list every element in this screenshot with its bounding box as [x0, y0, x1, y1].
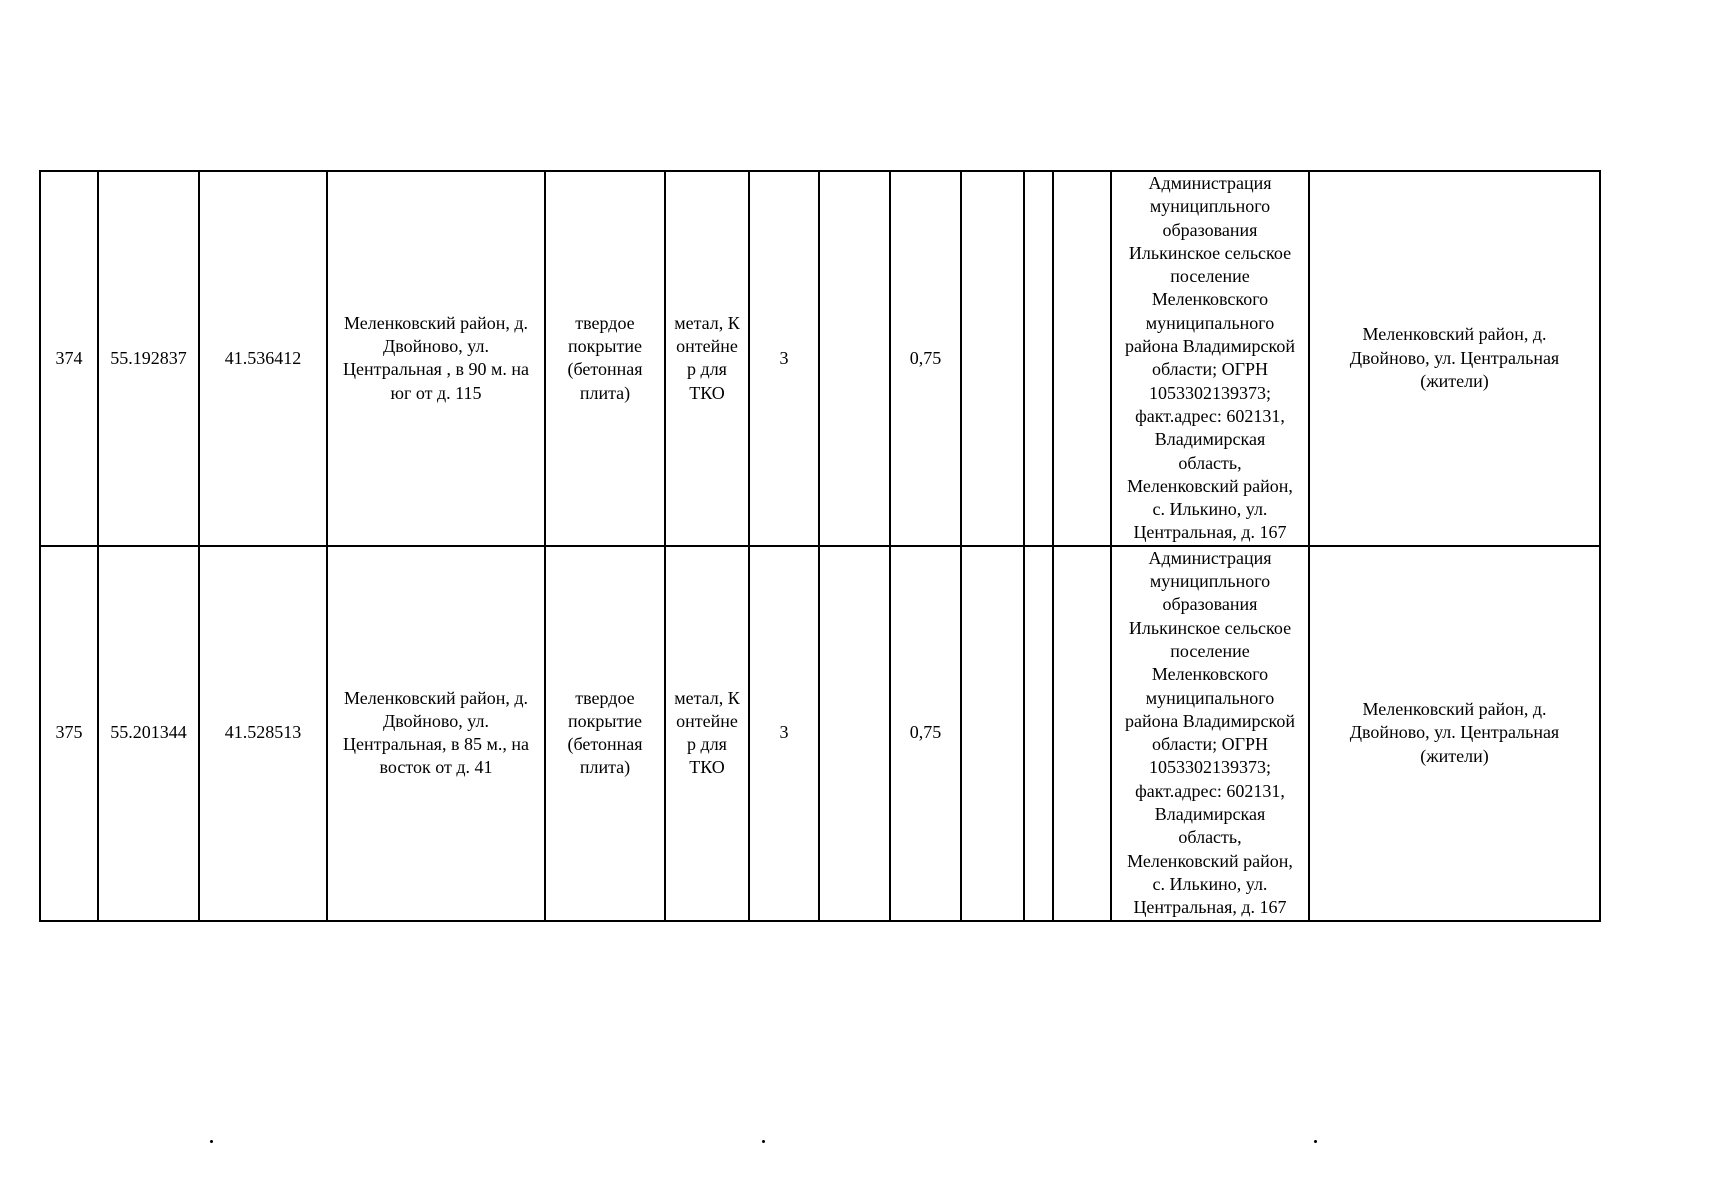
location-cell: Меленковский район, д. Двойново, ул. Центральная, в 85 м., на восток от д. 41	[327, 546, 545, 921]
longitude-cell: 41.528513	[199, 546, 327, 921]
waste-source-cell: Меленковский район, д. Двойново, ул. Центральная (жители)	[1309, 171, 1600, 546]
empty-cell-11	[1024, 171, 1053, 546]
container-volume-cell: 0,75	[890, 546, 961, 921]
table-row	[40, 171, 1600, 546]
location-cell: Меленковский район, д. Двойново, ул. Центральная , в 90 м. на юг от д. 115	[327, 171, 545, 546]
latitude-cell: 55.192837	[98, 171, 199, 546]
row-number-cell: 375	[40, 546, 98, 921]
container-count-cell: 3	[749, 546, 819, 921]
scan-speck	[210, 1140, 213, 1143]
container-volume-cell: 0,75	[890, 171, 961, 546]
longitude-cell: 41.536412	[199, 171, 327, 546]
empty-cell-8	[819, 171, 890, 546]
owner-cell: Администрация муниципльного образования Илькинское сельское поселение Меленковского муниципального района Владимирской области; ОГРН 1053302139373; факт.адрес: 602131, Владимирская область, Меленковский район, с. Илькино, ул. Центральная, д. 167	[1111, 546, 1309, 921]
scan-speck	[1314, 1140, 1317, 1143]
container-type-cell: метал, К онтейне р для ТКО	[665, 546, 749, 921]
scan-speck	[762, 1140, 765, 1143]
container-type-cell: метал, К онтейне р для ТКО	[665, 171, 749, 546]
container-count-cell: 3	[749, 171, 819, 546]
empty-cell-10	[961, 171, 1024, 546]
latitude-cell: 55.201344	[98, 546, 199, 921]
empty-cell-12	[1053, 171, 1111, 546]
surface-cell: твердое покрытие (бетонная плита)	[545, 546, 665, 921]
empty-cell-8	[819, 546, 890, 921]
surface-cell: твердое покрытие (бетонная плита)	[545, 171, 665, 546]
empty-cell-10	[961, 546, 1024, 921]
empty-cell-11	[1024, 546, 1053, 921]
empty-cell-12	[1053, 546, 1111, 921]
waste-sites-table	[39, 170, 1601, 922]
table-row	[40, 546, 1600, 921]
owner-cell: Администрация муниципльного образования Илькинское сельское поселение Меленковского муниципального района Владимирской области; ОГРН 1053302139373; факт.адрес: 602131, Владимирская область, Меленковский район, с. Илькино, ул. Центральная, д. 167	[1111, 171, 1309, 546]
waste-source-cell: Меленковский район, д. Двойново, ул. Центральная (жители)	[1309, 546, 1600, 921]
row-number-cell: 374	[40, 171, 98, 546]
